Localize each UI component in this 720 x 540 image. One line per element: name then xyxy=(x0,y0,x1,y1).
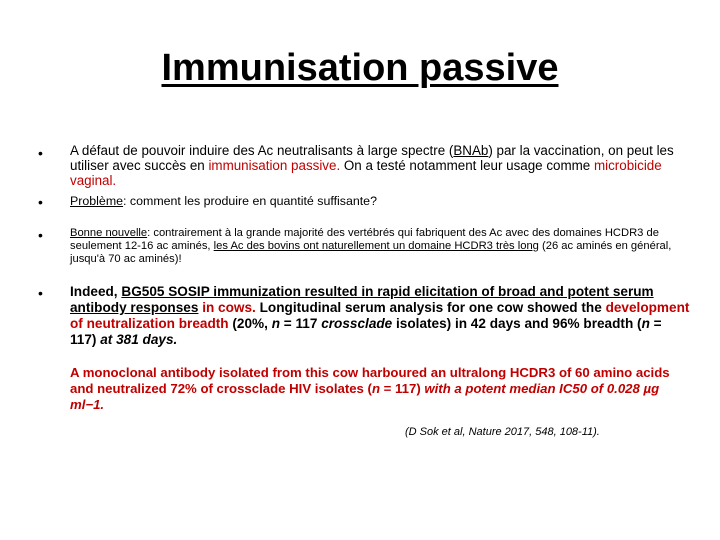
slide-title: Immunisation passive xyxy=(161,47,559,89)
paragraph-monoclonal-antibody: A monoclonal antibody isolated from this cow harboured an ultralong HCDR3 of 60 amino acids and neutralized 72% of crossclade HIV isolates (n = 117) with a potent median IC50 of 0.028 µg ml−1. xyxy=(70,365,670,412)
paragraph-good-news: Bonne nouvelle: contrairement à la grande majorité des vertébrés qui fabriquent des Ac avec des domaines HCDR3 de seulement 12-16 ac aminés, les Ac des bovins ont naturellement un domaine HCDR3 très long (26 ac aminés en général, jusqu'à 70 ac aminés)! xyxy=(70,227,672,265)
reference-citation: (D Sok et al, Nature 2017, 548, 108-11). xyxy=(405,426,600,438)
bullet-4: • xyxy=(38,285,43,301)
paragraph-problem: Problème: comment les produire en quantité suffisante? xyxy=(70,194,377,208)
paragraph-passive-immunisation: A défaut de pouvoir induire des Ac neutralisants à large spectre (BNAb) par la vaccination, on peut les utiliser avec succès en immunisation passive. On a testé notamment leur usage comme microbicide vaginal. xyxy=(70,143,674,188)
paragraph-cow-immunization: Indeed, BG505 SOSIP immunization resulted in rapid elicitation of broad and potent serum antibody responses in cows. Longitudinal serum analysis for one cow showed the development of neutralization breadth (20%, n = 117 crossclade isolates) in 42 days and 96% breadth (n = 117) at 381 days. xyxy=(70,284,690,347)
bullet-1: • xyxy=(38,145,43,161)
bullet-3: • xyxy=(38,227,43,243)
bullet-2: • xyxy=(38,194,43,210)
